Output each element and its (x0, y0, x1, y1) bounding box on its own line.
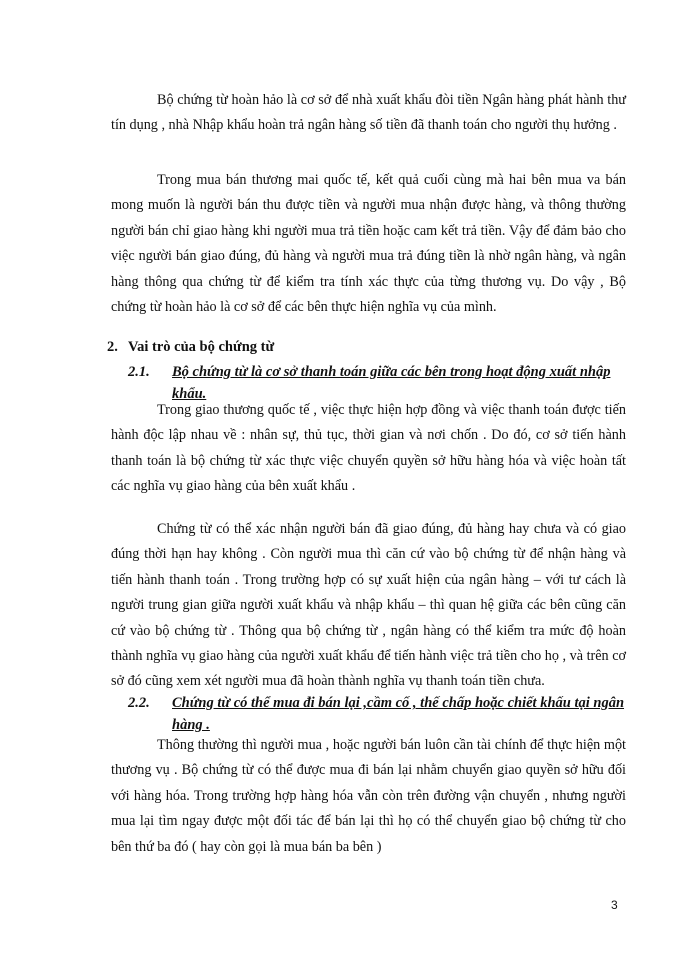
section-2-number: 2. (107, 339, 118, 355)
paragraph-document-confirmation: Chứng từ có thể xác nhận người bán đã giao đúng, đủ hàng hay chưa và có giao đúng thời hạn hay không . Còn người mua thì căn cứ vào bộ chứng từ để nhận hàng và tiến hành thanh toán . Trong trường hợp có sự xuất hiện của ngân hàng – với tư cách là người trung gian giữa người xuất khẩu và nhập khẩu – thì quan hệ giữa các bên cũng căn cứ vào bộ chứng từ . Thông qua bộ chứng từ , ngân hàng có thể kiểm tra mức độ hoàn thành nghĩa vụ giao hàng của người xuất khẩu để tiến hành việc trả tiền cho họ , và trên cơ sở đó cũng xem xét người mua đã hoàn thành nghĩa vụ thanh toán tiền chưa. (111, 521, 626, 690)
section-2-1-title: Bộ chứng từ là cơ sở thanh toán giữa các bên trong hoạt động xuất nhập khẩu. (172, 364, 611, 402)
paragraph-perfect-documents: Bộ chứng từ hoàn hảo là cơ sở để nhà xuất khẩu đòi tiền Ngân hàng phát hành thư tín dụng , nhà Nhập khẩu hoàn trả ngân hàng số tiền đã thanh toán cho người thụ hưởng . (111, 92, 626, 134)
section-2-1-number: 2.1. (128, 364, 150, 380)
section-2-2-number: 2.2. (128, 695, 150, 711)
paragraph-payment-basis: Trong giao thương quốc tế , việc thực hiện hợp đồng và việc thanh toán được tiến hành độc lập nhau về : nhân sự, thủ tục, thời gian và nơi chốn . Do đó, cơ sở tiến hành thanh toán là bộ chứng từ xác thực việc chuyển quyền sở hữu hàng hóa và việc hoàn tất các nghĩa vụ giao hàng của bên xuất khẩu . (111, 402, 626, 495)
page-number: 3 (611, 898, 618, 912)
section-2-heading (107, 339, 274, 356)
paragraph-international-trade: Trong mua bán thương mai quốc tế, kết quả cuối cùng mà hai bên mua va bán mong muốn là người bán thu được tiền và người mua nhận được hàng, và thông thường người bán chỉ giao hàng khi người mua trả tiền hoặc cam kết trả tiền. Vậy để đảm bảo cho việc người bán giao đúng, đủ hàng và người mua trả đúng tiền là nhờ ngân hàng, và ngân hàng thông qua chứng từ để kiểm tra tính xác thực của từng thương vụ. Do vậy , Bộ chứng từ hoàn hảo là cơ sở để các bên thực hiện nghĩa vụ của mình. (111, 172, 626, 316)
section-2-2-heading (128, 692, 626, 736)
section-2-title: Vai trò của bộ chứng từ (128, 339, 275, 355)
paragraph-trading-documents: Thông thường thì người mua , hoặc người bán luôn cần tài chính để thực hiện một thương vụ . Bộ chứng từ có thể được mua đi bán lại nhằm chuyển giao quyền sở hữu đối với hàng hóa. Trong trường hợp hàng hóa vẫn còn trên đường vận chuyển , nhưng người mua lại tìm ngay được một đối tác để bán lại thì họ có thể chuyển giao bộ chứng từ cho bên thứ ba đó ( hay còn gọi là mua bán ba bên ) (111, 737, 626, 855)
section-2-2-title: Chứng từ có thể mua đi bán lại ,cầm cố , thế chấp hoặc chiết khấu tại ngân hàng . (172, 695, 625, 733)
